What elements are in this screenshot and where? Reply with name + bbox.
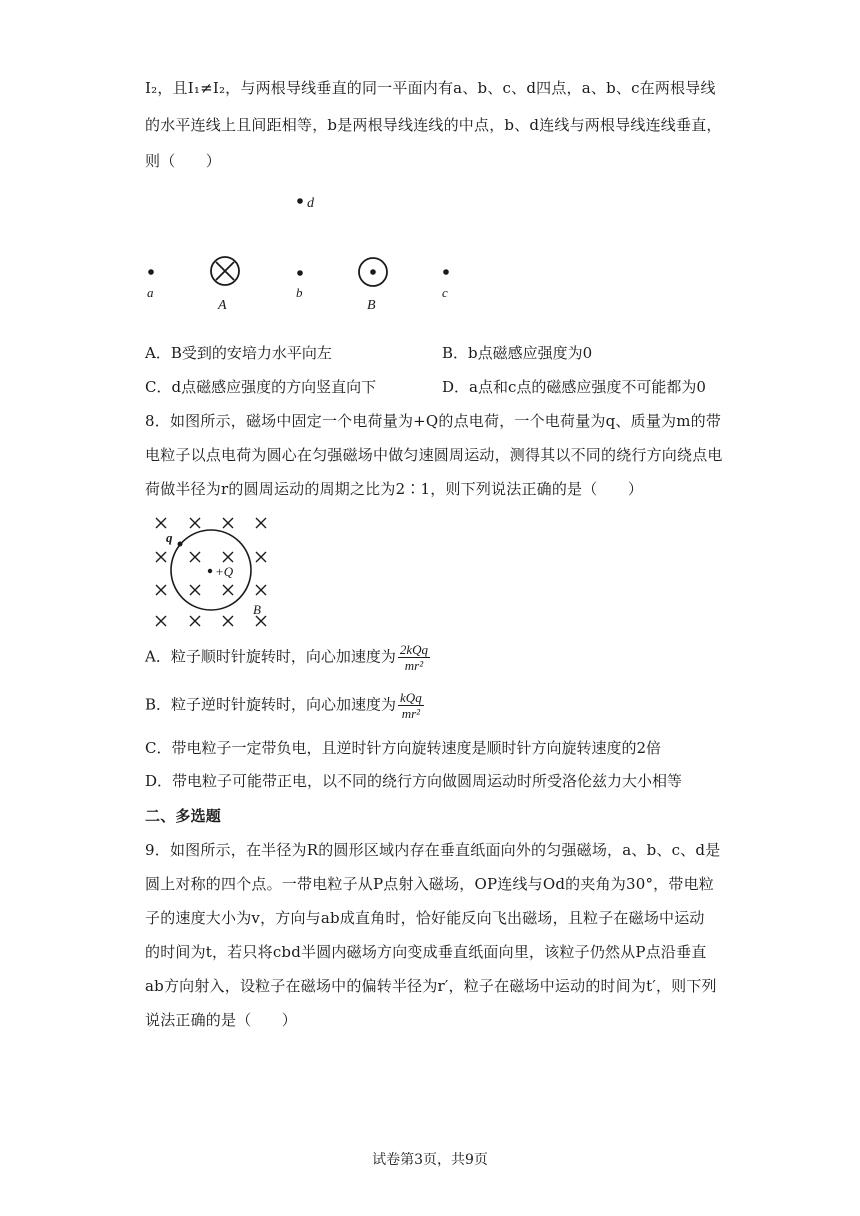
q8-field-figure: [146, 510, 276, 635]
q9-text-line-2: 圆上对称的四个点。一带电粒子从P点射入磁场，OP连线与Od的夹角为30°，带电粒: [145, 875, 714, 893]
q8-option-a-text: A．粒子顺时针旋转时，向心加速度为: [145, 647, 396, 666]
q8-option-b-denominator: mr²: [401, 706, 421, 721]
label-B-field: B: [253, 602, 261, 617]
page-footer: 试卷第3页，共9页: [372, 1152, 488, 1168]
point-a: [148, 269, 154, 275]
wire-a-into-page-icon: [211, 257, 239, 285]
point-b: [297, 270, 303, 276]
section-heading-multiple-choice: 二、多选题: [145, 807, 222, 825]
q7-option-d: D．a点和c点的磁感应强度不可能都为0: [442, 378, 706, 396]
q8-option-c: C．带电粒子一定带负电，且逆时针方向旋转速度是顺时针方向旋转速度的2倍: [145, 739, 662, 757]
q7-text-line-2: 的水平连线上且间距相等，b是两根导线连线的中点，b、d连线与两根导线连线垂直，: [145, 116, 722, 134]
q8-option-b-fraction: [398, 690, 424, 721]
particle-q: [178, 542, 183, 547]
charge-Q: [208, 569, 212, 573]
q8-option-a: [145, 642, 430, 673]
q8-text-line-1: 8．如图所示，磁场中固定一个电荷量为+Q的点电荷，一个电荷量为q、质量为m的带: [145, 412, 722, 430]
q7-option-b: B．b点磁感应强度为0: [442, 344, 593, 362]
q9-text-line-1: 9．如图所示，在半径为R的圆形区域内存在垂直纸面向外的匀强磁场，a、b、c、d是: [145, 841, 721, 859]
q7-text-line-3: 则（ ）: [145, 152, 222, 170]
q9-text-line-6: 说法正确的是（ ）: [145, 1011, 298, 1029]
wire-b-out-of-page-icon: [359, 258, 387, 286]
q8-option-a-fraction: [398, 642, 430, 673]
q9-text-line-5: ab方向射入，设粒子在磁场中的偏转半径为r′，粒子在磁场中运动的时间为t′，则下列: [145, 977, 717, 995]
label-A: A: [218, 298, 227, 313]
q9-text-line-3: 子的速度大小为v，方向与ab成直角时，恰好能反向飞出磁场，且粒子在磁场中运动: [145, 909, 705, 927]
q7-option-c: C．d点磁感应强度的方向竖直向下: [145, 378, 377, 396]
q8-option-d: D．带电粒子可能带正电，以不同的绕行方向做圆周运动时所受洛伦兹力大小相等: [145, 772, 683, 790]
q8-option-b-text: B．粒子逆时针旋转时，向心加速度为: [145, 695, 397, 714]
label-q: q: [166, 530, 173, 545]
q8-option-b-numerator: kQq: [400, 690, 422, 705]
point-c: [443, 269, 449, 275]
q8-text-line-2: 电粒子以点电荷为圆心在匀强磁场中做匀速圆周运动，测得其以不同的绕行方向绕点电: [145, 446, 723, 464]
label-B: B: [367, 298, 376, 313]
label-d: d: [307, 196, 314, 211]
label-a: a: [147, 285, 154, 300]
point-d: [297, 198, 303, 204]
q8-option-a-numerator: 2kQq: [399, 642, 429, 657]
q7-option-a: A．B受到的安培力水平向左: [145, 344, 332, 362]
q8-option-a-denominator: mr²: [404, 658, 424, 673]
label-c: c: [442, 285, 448, 300]
q7-text-line-1: I₂，且I₁≠I₂，与两根导线垂直的同一平面内有a、b、c、d四点，a、b、c在两根导线: [145, 79, 716, 97]
label-Q: +Q: [215, 564, 234, 579]
q8-option-b: [145, 690, 424, 721]
q8-text-line-3: 荷做半径为r的圆周运动的周期之比为2∶1，则下列说法正确的是（ ）: [145, 480, 644, 498]
q9-text-line-4: 的时间为t，若只将cbd半圆内磁场方向变成垂直纸面向里，该粒子仍然从P点沿垂直: [145, 943, 707, 961]
q7-wire-figure: [130, 185, 470, 320]
label-b: b: [296, 285, 303, 300]
